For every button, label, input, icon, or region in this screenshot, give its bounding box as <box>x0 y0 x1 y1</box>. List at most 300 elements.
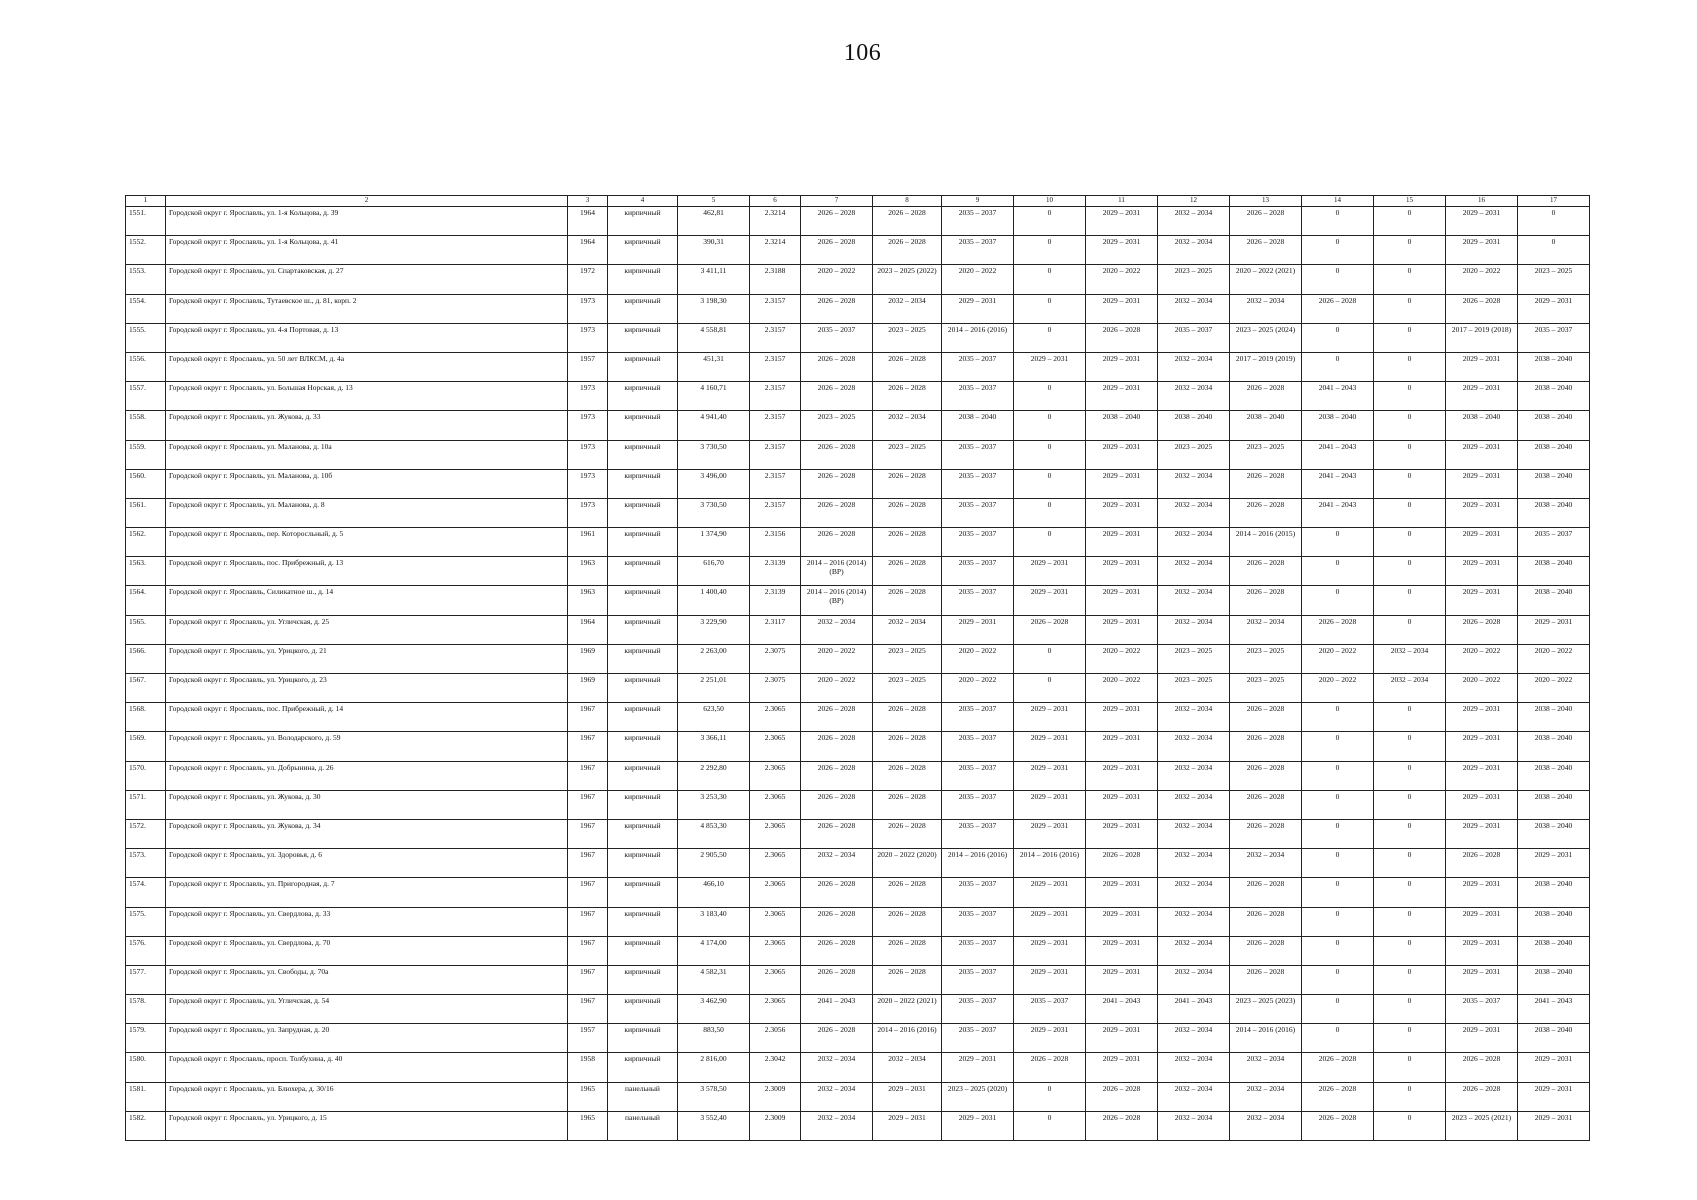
table-cell: 2029 – 2031 <box>1446 207 1518 236</box>
table-row <box>126 1082 1590 1111</box>
table-cell: 2041 – 2043 <box>1302 498 1374 527</box>
table-cell: Городской округ г. Ярославль, ул. 1-я Кольцова, д. 39 <box>166 207 568 236</box>
table-cell: 1967 <box>568 732 608 761</box>
table-cell: 1958 <box>568 1053 608 1082</box>
table-cell: 2032 – 2034 <box>801 1111 873 1140</box>
table-cell: 0 <box>1374 557 1446 586</box>
table-cell: 1563. <box>126 557 166 586</box>
table-cell: 0 <box>1302 586 1374 615</box>
table-cell: 2026 – 2028 <box>801 294 873 323</box>
table-cell: 2026 – 2028 <box>801 703 873 732</box>
table-cell: 2026 – 2028 <box>801 236 873 265</box>
table-cell: 2.3065 <box>750 761 801 790</box>
table-cell: 2029 – 2031 <box>942 294 1014 323</box>
table-cell: 2026 – 2028 <box>873 207 942 236</box>
table-cell: 0 <box>1374 382 1446 411</box>
table-cell: 2.3065 <box>750 849 801 878</box>
table-cell: 2026 – 2028 <box>1446 1053 1518 1082</box>
table-cell: 2029 – 2031 <box>942 615 1014 644</box>
table-cell: 2026 – 2028 <box>1086 1082 1158 1111</box>
table-cell: 2020 – 2022 <box>1446 644 1518 673</box>
table-cell: 0 <box>1374 819 1446 848</box>
table-cell: 2023 – 2025 <box>873 644 942 673</box>
table-cell: 2041 – 2043 <box>1302 440 1374 469</box>
table-cell: 2032 – 2034 <box>873 411 942 440</box>
table-cell: 2029 – 2031 <box>1086 469 1158 498</box>
table-cell: 2026 – 2028 <box>801 1024 873 1053</box>
table-cell: 2041 – 2043 <box>801 995 873 1024</box>
table-cell: 2038 – 2040 <box>1518 557 1590 586</box>
table-cell: 0 <box>1302 965 1374 994</box>
table-cell: кирпичный <box>608 207 678 236</box>
table-cell: 2035 – 2037 <box>942 440 1014 469</box>
table-cell: 2032 – 2034 <box>1158 1024 1230 1053</box>
table-cell: 2032 – 2034 <box>1158 849 1230 878</box>
table-cell: 2029 – 2031 <box>1086 790 1158 819</box>
table-cell: 2029 – 2031 <box>1086 819 1158 848</box>
table-cell: кирпичный <box>608 615 678 644</box>
table-cell: кирпичный <box>608 352 678 381</box>
table-cell: 2032 – 2034 <box>801 1053 873 1082</box>
table-cell: 2029 – 2031 <box>1014 819 1086 848</box>
table-cell: 2029 – 2031 <box>1446 1024 1518 1053</box>
table-cell: 2029 – 2031 <box>942 1111 1014 1140</box>
table-cell: 2 251,01 <box>678 674 750 703</box>
table-cell: 2.3214 <box>750 207 801 236</box>
table-cell: Городской округ г. Ярославль, ул. Угличская, д. 25 <box>166 615 568 644</box>
table-cell: 3 253,30 <box>678 790 750 819</box>
table-cell: 1578. <box>126 995 166 1024</box>
table-cell: 0 <box>1014 265 1086 294</box>
table-cell: 2038 – 2040 <box>1446 411 1518 440</box>
table-cell: 2026 – 2028 <box>1302 1082 1374 1111</box>
table-cell: 2032 – 2034 <box>1158 732 1230 761</box>
table-cell: 1576. <box>126 936 166 965</box>
table-cell: 2029 – 2031 <box>1446 236 1518 265</box>
table-cell: кирпичный <box>608 294 678 323</box>
table-cell: 2026 – 2028 <box>1230 907 1302 936</box>
table-cell: 1555. <box>126 323 166 352</box>
table-cell: 2038 – 2040 <box>1518 1024 1590 1053</box>
table-cell: 2.3042 <box>750 1053 801 1082</box>
table-cell: кирпичный <box>608 1053 678 1082</box>
table-cell: 2026 – 2028 <box>873 819 942 848</box>
table-cell: 2026 – 2028 <box>873 761 942 790</box>
table-cell: 2029 – 2031 <box>1086 936 1158 965</box>
table-row <box>126 703 1590 732</box>
table-cell: 2038 – 2040 <box>1230 411 1302 440</box>
table-cell: 0 <box>1302 323 1374 352</box>
table-cell: 2029 – 2031 <box>1086 382 1158 411</box>
table-cell: 0 <box>1374 207 1446 236</box>
table-cell: 2035 – 2037 <box>942 819 1014 848</box>
table-cell: 2032 – 2034 <box>1158 352 1230 381</box>
table-cell: 2032 – 2034 <box>801 1082 873 1111</box>
table-cell: кирпичный <box>608 528 678 557</box>
table-cell: 2023 – 2025 (2022) <box>873 265 942 294</box>
table-cell: 0 <box>1374 907 1446 936</box>
table-cell: 2026 – 2028 <box>1302 294 1374 323</box>
table-row <box>126 207 1590 236</box>
table-cell: 2041 – 2043 <box>1302 382 1374 411</box>
table-cell: 1 374,90 <box>678 528 750 557</box>
table-cell: 2020 – 2022 (2021) <box>873 995 942 1024</box>
column-number-header: 2 <box>166 196 568 207</box>
table-cell: 2029 – 2031 <box>1446 528 1518 557</box>
table-cell: Городской округ г. Ярославль, пер. Которосльный, д. 5 <box>166 528 568 557</box>
table-cell: Городской округ г. Ярославль, ул. Свердлова, д. 70 <box>166 936 568 965</box>
table-cell: Городской округ г. Ярославль, ул. Маланова, д. 10а <box>166 440 568 469</box>
table-cell: кирпичный <box>608 878 678 907</box>
table-cell: 2.3139 <box>750 557 801 586</box>
table-cell: 2023 – 2025 (2020) <box>942 1082 1014 1111</box>
table-cell: 3 183,40 <box>678 907 750 936</box>
table-cell: 0 <box>1014 382 1086 411</box>
table-cell: 2029 – 2031 <box>1446 352 1518 381</box>
table-cell: 2026 – 2028 <box>1014 615 1086 644</box>
table-cell: 2014 – 2016 (2016) <box>873 1024 942 1053</box>
table-cell: 2023 – 2025 <box>1158 644 1230 673</box>
table-cell: 2.3065 <box>750 819 801 848</box>
table-cell: 2026 – 2028 <box>801 878 873 907</box>
table-cell: 2.3214 <box>750 236 801 265</box>
table-cell: 2035 – 2037 <box>942 703 1014 732</box>
column-number-header: 3 <box>568 196 608 207</box>
table-cell: 2035 – 2037 <box>942 528 1014 557</box>
table-cell: 2026 – 2028 <box>1230 878 1302 907</box>
table-cell: 2029 – 2031 <box>1518 1111 1590 1140</box>
table-cell: 2020 – 2022 <box>942 644 1014 673</box>
table-cell: 623,50 <box>678 703 750 732</box>
table-cell: 2038 – 2040 <box>1518 382 1590 411</box>
table-cell: 2023 – 2025 <box>1230 644 1302 673</box>
table-cell: Городской округ г. Ярославль, просп. Толбухина, д. 40 <box>166 1053 568 1082</box>
table-cell: 2017 – 2019 (2019) <box>1230 352 1302 381</box>
table-cell: 2026 – 2028 <box>1446 615 1518 644</box>
table-cell: 4 941,40 <box>678 411 750 440</box>
table-cell: 3 552,40 <box>678 1111 750 1140</box>
table-cell: Городской округ г. Ярославль, ул. Пригородная, д. 7 <box>166 878 568 907</box>
table-row <box>126 761 1590 790</box>
table-cell: Городской округ г. Ярославль, ул. Урицкого, д. 15 <box>166 1111 568 1140</box>
table-cell: 2032 – 2034 <box>1158 469 1230 498</box>
table-cell: 2035 – 2037 <box>1518 528 1590 557</box>
table-cell: 2038 – 2040 <box>1518 440 1590 469</box>
table-cell: кирпичный <box>608 819 678 848</box>
table-cell: 2026 – 2028 <box>1230 790 1302 819</box>
table-cell: 0 <box>1302 352 1374 381</box>
table-cell: 2038 – 2040 <box>1518 907 1590 936</box>
table-cell: 2032 – 2034 <box>873 294 942 323</box>
table-cell: 2014 – 2016 (2014) (ВР) <box>801 557 873 586</box>
table-cell: кирпичный <box>608 440 678 469</box>
table-cell: 2035 – 2037 <box>801 323 873 352</box>
table-cell: кирпичный <box>608 674 678 703</box>
table-cell: 1560. <box>126 469 166 498</box>
column-number-header: 10 <box>1014 196 1086 207</box>
table-cell: 2014 – 2016 (2016) <box>942 849 1014 878</box>
table-cell: 1969 <box>568 644 608 673</box>
column-number-header: 13 <box>1230 196 1302 207</box>
table-cell: 2.3117 <box>750 615 801 644</box>
table-cell: Городской округ г. Ярославль, ул. Урицкого, д. 23 <box>166 674 568 703</box>
table-cell: 2032 – 2034 <box>1230 615 1302 644</box>
table-cell: 2032 – 2034 <box>1230 294 1302 323</box>
table-cell: 1569. <box>126 732 166 761</box>
table-cell: 2035 – 2037 <box>1446 995 1518 1024</box>
table-cell: кирпичный <box>608 323 678 352</box>
table-cell: кирпичный <box>608 995 678 1024</box>
table-cell: 3 411,11 <box>678 265 750 294</box>
table-cell: 2023 – 2025 <box>1518 265 1590 294</box>
table-cell: 2032 – 2034 <box>1230 849 1302 878</box>
table-cell: 2023 – 2025 <box>801 411 873 440</box>
table-row <box>126 615 1590 644</box>
table-cell: 2038 – 2040 <box>1158 411 1230 440</box>
table-row <box>126 1053 1590 1082</box>
table-cell: 0 <box>1014 1111 1086 1140</box>
table-cell: 2035 – 2037 <box>1518 323 1590 352</box>
table-cell: 1580. <box>126 1053 166 1082</box>
table-cell: 2.3065 <box>750 936 801 965</box>
table-cell: кирпичный <box>608 498 678 527</box>
table-cell: Городской округ г. Ярославль, ул. Жукова, д. 33 <box>166 411 568 440</box>
table-cell: 2 263,00 <box>678 644 750 673</box>
table-cell: 2029 – 2031 <box>1086 352 1158 381</box>
table-cell: 2026 – 2028 <box>1230 965 1302 994</box>
table-cell: 1967 <box>568 936 608 965</box>
table-cell: 2029 – 2031 <box>1446 965 1518 994</box>
table-cell: 462,81 <box>678 207 750 236</box>
table-cell: 2026 – 2028 <box>1446 1082 1518 1111</box>
table-cell: 2035 – 2037 <box>942 557 1014 586</box>
table-cell: 2.3157 <box>750 469 801 498</box>
table-cell: 2.3157 <box>750 382 801 411</box>
table-cell: 1973 <box>568 469 608 498</box>
table-cell: 0 <box>1014 498 1086 527</box>
table-cell: 0 <box>1014 674 1086 703</box>
table-cell: 4 174,00 <box>678 936 750 965</box>
table-cell: 2029 – 2031 <box>1086 207 1158 236</box>
table-cell: 2023 – 2025 <box>1158 440 1230 469</box>
table-cell: 1965 <box>568 1111 608 1140</box>
table-cell: 1973 <box>568 498 608 527</box>
table-cell: 0 <box>1374 703 1446 732</box>
table-cell: 2038 – 2040 <box>1086 411 1158 440</box>
table-cell: 2032 – 2034 <box>1158 236 1230 265</box>
table-cell: 2020 – 2022 <box>801 674 873 703</box>
table-cell: Городской округ г. Ярославль, ул. Спартаковская, д. 27 <box>166 265 568 294</box>
table-cell: 2029 – 2031 <box>1446 557 1518 586</box>
table-cell: 0 <box>1374 849 1446 878</box>
table-cell: 2035 – 2037 <box>942 1024 1014 1053</box>
table-cell: 2029 – 2031 <box>1014 790 1086 819</box>
table-cell: 2026 – 2028 <box>873 790 942 819</box>
table-cell: 2032 – 2034 <box>1158 615 1230 644</box>
table-cell: 2 905,50 <box>678 849 750 878</box>
table-cell: 1582. <box>126 1111 166 1140</box>
table-cell: 2032 – 2034 <box>1158 703 1230 732</box>
table-cell: 2029 – 2031 <box>1086 294 1158 323</box>
table-cell: 2020 – 2022 <box>942 265 1014 294</box>
table-cell: 2029 – 2031 <box>1014 965 1086 994</box>
table-cell: 1957 <box>568 1024 608 1053</box>
table-row <box>126 732 1590 761</box>
table-cell: 2014 – 2016 (2016) <box>942 323 1014 352</box>
table-cell: 2035 – 2037 <box>942 732 1014 761</box>
table-cell: 2029 – 2031 <box>1518 294 1590 323</box>
table-cell: 2038 – 2040 <box>1518 498 1590 527</box>
table-cell: Городской округ г. Ярославль, ул. Добрынина, д. 26 <box>166 761 568 790</box>
table-cell: 1964 <box>568 207 608 236</box>
table-cell: 1973 <box>568 382 608 411</box>
table-cell: 1967 <box>568 819 608 848</box>
table-cell: 2038 – 2040 <box>1302 411 1374 440</box>
table-cell: 2026 – 2028 <box>1230 498 1302 527</box>
table-cell: 2029 – 2031 <box>1446 936 1518 965</box>
table-row <box>126 440 1590 469</box>
table-cell: 1552. <box>126 236 166 265</box>
table-cell: 1963 <box>568 586 608 615</box>
table-row <box>126 498 1590 527</box>
table-cell: 2026 – 2028 <box>1230 382 1302 411</box>
table-cell: 2029 – 2031 <box>1086 732 1158 761</box>
table-cell: 2023 – 2025 (2023) <box>1230 995 1302 1024</box>
table-cell: 0 <box>1302 878 1374 907</box>
table-cell: 2032 – 2034 <box>1158 819 1230 848</box>
table-cell: 1967 <box>568 878 608 907</box>
table-cell: 2020 – 2022 (2021) <box>1230 265 1302 294</box>
table-cell: 1572. <box>126 819 166 848</box>
table-cell: 1559. <box>126 440 166 469</box>
column-number-header: 5 <box>678 196 750 207</box>
table-cell: 1581. <box>126 1082 166 1111</box>
table-cell: 2038 – 2040 <box>942 411 1014 440</box>
table-cell: кирпичный <box>608 849 678 878</box>
table-cell: 2026 – 2028 <box>873 965 942 994</box>
table-cell: Городской округ г. Ярославль, ул. Свободы, д. 70а <box>166 965 568 994</box>
table-cell: 2029 – 2031 <box>1014 732 1086 761</box>
table-cell: 1575. <box>126 907 166 936</box>
table-cell: 2026 – 2028 <box>801 936 873 965</box>
table-cell: 0 <box>1302 849 1374 878</box>
table-cell: 2032 – 2034 <box>1158 1111 1230 1140</box>
table-cell: 2032 – 2034 <box>1158 790 1230 819</box>
table-cell: 2026 – 2028 <box>873 907 942 936</box>
table-cell: 2029 – 2031 <box>1446 440 1518 469</box>
table-cell: 4 853,30 <box>678 819 750 848</box>
table-cell: 3 496,00 <box>678 469 750 498</box>
table-cell: 2026 – 2028 <box>801 207 873 236</box>
table-cell: 2.3157 <box>750 498 801 527</box>
table-row <box>126 557 1590 586</box>
table-cell: Городской округ г. Ярославль, ул. Здоровья, д. 6 <box>166 849 568 878</box>
table-cell: 2029 – 2031 <box>1014 1024 1086 1053</box>
table-cell: 2035 – 2037 <box>1158 323 1230 352</box>
table-cell: 2032 – 2034 <box>1158 907 1230 936</box>
table-cell: 0 <box>1014 411 1086 440</box>
table-cell: 2.3075 <box>750 644 801 673</box>
table-cell: 2026 – 2028 <box>1230 469 1302 498</box>
table-cell: 2026 – 2028 <box>801 498 873 527</box>
table-cell: 0 <box>1374 440 1446 469</box>
table-cell: 2020 – 2022 <box>1302 644 1374 673</box>
table-cell: 1551. <box>126 207 166 236</box>
table-cell: 2035 – 2037 <box>942 878 1014 907</box>
table-cell: 2026 – 2028 <box>801 761 873 790</box>
table-cell: 3 730,50 <box>678 498 750 527</box>
table-cell: 3 578,50 <box>678 1082 750 1111</box>
table-cell: 2026 – 2028 <box>873 878 942 907</box>
table-cell: кирпичный <box>608 790 678 819</box>
table-cell: 2038 – 2040 <box>1518 469 1590 498</box>
table-cell: 2035 – 2037 <box>942 586 1014 615</box>
table-cell: 0 <box>1374 352 1446 381</box>
table-header-row <box>126 196 1590 207</box>
table-cell: 2032 – 2034 <box>1158 528 1230 557</box>
table-cell: 883,50 <box>678 1024 750 1053</box>
table-cell: 2032 – 2034 <box>1158 1082 1230 1111</box>
table-cell: 2.3065 <box>750 703 801 732</box>
table-cell: 2035 – 2037 <box>942 207 1014 236</box>
table-cell: 0 <box>1374 411 1446 440</box>
table-cell: 2029 – 2031 <box>1446 761 1518 790</box>
table-cell: 2029 – 2031 <box>1086 440 1158 469</box>
table-cell: 2032 – 2034 <box>1158 965 1230 994</box>
table-row <box>126 995 1590 1024</box>
table-cell: 2020 – 2022 <box>942 674 1014 703</box>
table-cell: 2029 – 2031 <box>1518 1082 1590 1111</box>
table-cell: 0 <box>1518 207 1590 236</box>
column-number-header: 7 <box>801 196 873 207</box>
table-cell: 2035 – 2037 <box>942 469 1014 498</box>
table-cell: 2026 – 2028 <box>873 586 942 615</box>
table-cell: 0 <box>1302 907 1374 936</box>
table-cell: 1967 <box>568 849 608 878</box>
table-cell: 2029 – 2031 <box>1086 557 1158 586</box>
table-cell: 2032 – 2034 <box>1158 557 1230 586</box>
table-cell: 2038 – 2040 <box>1518 586 1590 615</box>
table-cell: Городской округ г. Ярославль, пос. Прибрежный, д. 13 <box>166 557 568 586</box>
table-cell: кирпичный <box>608 936 678 965</box>
table-cell: 1561. <box>126 498 166 527</box>
registry-table <box>125 195 1590 1141</box>
table-cell: 0 <box>1374 498 1446 527</box>
table-cell: 2029 – 2031 <box>1518 849 1590 878</box>
table-cell: 2038 – 2040 <box>1518 761 1590 790</box>
table-cell: 2026 – 2028 <box>801 965 873 994</box>
table-cell: 0 <box>1014 323 1086 352</box>
table-cell: 2035 – 2037 <box>942 498 1014 527</box>
table-cell: 2032 – 2034 <box>1158 761 1230 790</box>
table-cell: 1577. <box>126 965 166 994</box>
table-cell: 2041 – 2043 <box>1086 995 1158 1024</box>
table-cell: 2026 – 2028 <box>1230 236 1302 265</box>
table-cell: 3 462,90 <box>678 995 750 1024</box>
table-row <box>126 965 1590 994</box>
table-cell: Городской округ г. Ярославль, ул. Большая Норская, д. 13 <box>166 382 568 411</box>
table-cell: 2026 – 2028 <box>1446 849 1518 878</box>
table-cell: 0 <box>1014 236 1086 265</box>
table-cell: 2041 – 2043 <box>1158 995 1230 1024</box>
table-cell: 2029 – 2031 <box>1014 703 1086 732</box>
table-cell: 1967 <box>568 790 608 819</box>
table-cell: 1571. <box>126 790 166 819</box>
table-cell: 0 <box>1302 1024 1374 1053</box>
table-cell: 2032 – 2034 <box>1158 207 1230 236</box>
table-cell: 2029 – 2031 <box>1014 586 1086 615</box>
table-cell: панельный <box>608 1082 678 1111</box>
